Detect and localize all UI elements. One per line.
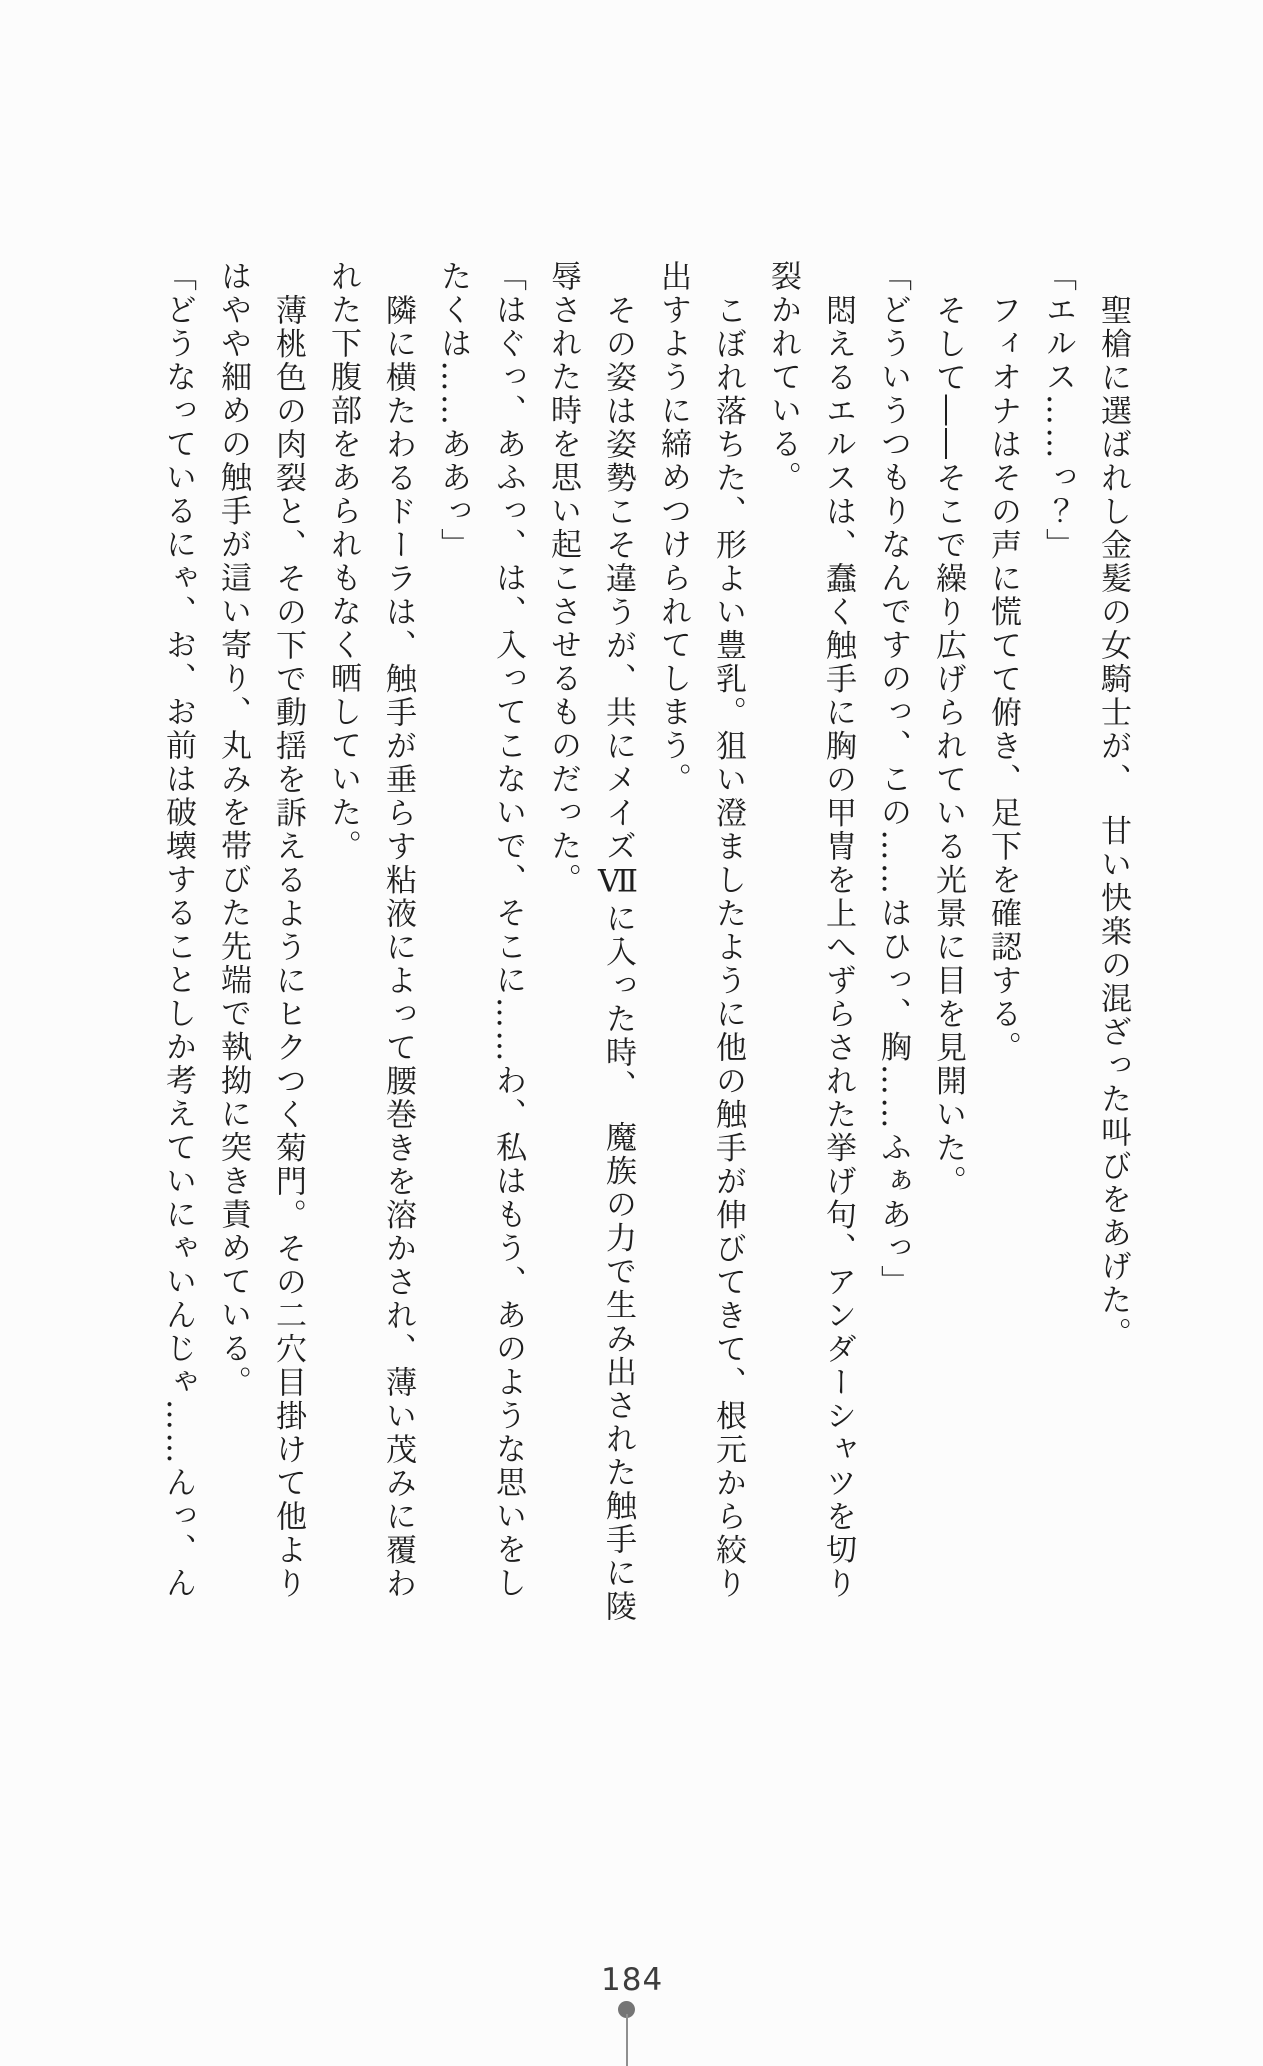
text-line: 聖槍に選ばれし金髪の女騎士が、 甘い快楽の混ざった叫びをあげた。 xyxy=(1095,294,1131,1351)
text-line: 「どうなっているにゃ、お、お前は破壊することしか考えていにゃいんじゃ……んっ、ん xyxy=(160,260,196,1600)
text-line: 薄桃色の肉裂と、その下で動揺を訴えるようにヒクつく菊門。その二穴目掛けて他より xyxy=(270,294,306,1601)
text-line: 辱された時を思い起こさせるものだった。 xyxy=(545,260,581,897)
text-line: 隣に横たわるドーラは、触手が垂らす粘液によって腰巻きを溶かされ、薄い茂みに覆わ xyxy=(380,294,416,1601)
text-columns xyxy=(150,260,1140,1624)
text-line: 「エルス……っ？」 xyxy=(1040,260,1076,562)
text-line: 裂かれている。 xyxy=(765,260,801,495)
footer-rule-line xyxy=(626,2014,628,2066)
text-line: その姿は姿勢こそ違うが、共にメイズⅦに入った時、 魔族の力で生み出された触手に陵 xyxy=(600,294,636,1624)
text-line: こぼれ落ちた、形よい豊乳。狙い澄ましたように他の触手が伸びてきて、根元から絞り xyxy=(710,294,746,1601)
text-line: 出すように締めつけられてしまう。 xyxy=(655,260,691,796)
text-line: 「はぐっ、あふっ、は、入ってこないで、そこに……わ、私はもう、あのような思いをし xyxy=(490,260,526,1600)
text-line: はやや細めの触手が這い寄り、丸みを帯びた先端で執拗に突き責めている。 xyxy=(215,260,251,1399)
text-line: 悶えるエルスは、蠢く触手に胸の甲冑を上へずらされた挙げ句、アンダーシャツを切り xyxy=(820,294,856,1601)
text-line: れた下腹部をあられもなく晒していた。 xyxy=(325,260,361,863)
text-line: フィオナはその声に慌てて俯き、足下を確認する。 xyxy=(985,294,1021,1065)
page-number: 184 xyxy=(601,1962,664,1998)
text-line: そして――そこで繰り広げられている光景に目を見開いた。 xyxy=(930,294,966,1199)
footer-dot-icon xyxy=(618,2001,635,2018)
text-line: たくは……ああっ」 xyxy=(435,260,471,562)
text-line: 「どういうつもりなんですのっ、この……はひっ、胸……ふぁあっ」 xyxy=(875,260,911,1299)
